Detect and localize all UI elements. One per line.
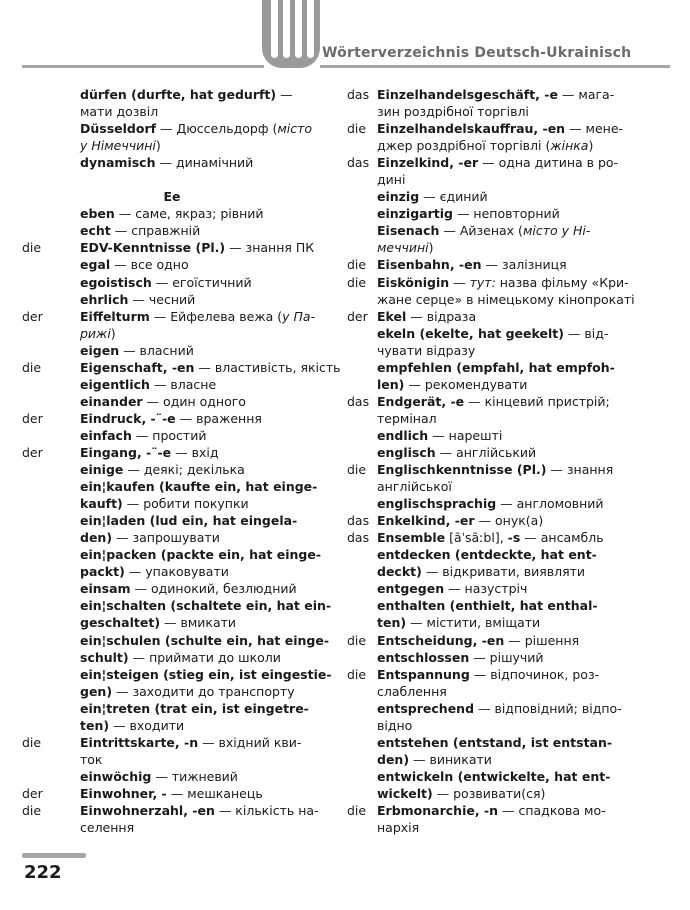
right-column <box>347 86 647 836</box>
dictionary-line <box>22 291 322 308</box>
headword: entschlossen <box>377 649 470 665</box>
headword: eben <box>80 206 115 222</box>
dictionary-line <box>347 461 647 478</box>
dictionary-line <box>22 580 322 597</box>
translation: — входити <box>109 717 185 733</box>
translation: — мешканець <box>166 785 263 801</box>
headword: Einzelkind, -er <box>377 155 479 171</box>
translation: — неповторний <box>452 206 560 222</box>
translation: — англійський <box>435 444 537 460</box>
translation: — відкривати, виявляти <box>421 564 586 580</box>
translation: — власний <box>119 342 194 358</box>
dictionary-line <box>347 785 647 802</box>
dictionary-line <box>347 239 647 256</box>
dictionary-line <box>22 461 322 478</box>
italic-note: рижі <box>80 325 111 341</box>
dictionary-line <box>22 154 322 171</box>
translation: — кількість на- <box>214 802 319 818</box>
translation: — один одного <box>142 393 246 409</box>
translation: зин роздрібної торгівлі <box>377 104 529 120</box>
dictionary-line <box>347 768 647 785</box>
dictionary-line <box>347 478 647 495</box>
dictionary-line <box>22 222 322 239</box>
translation: — мага- <box>557 87 615 102</box>
italic-note: жінка <box>550 138 589 154</box>
translation: — все одно <box>110 257 189 273</box>
dictionary-line <box>347 444 647 461</box>
headword: Einwohner, - <box>80 785 167 801</box>
dictionary-line <box>347 717 647 734</box>
dictionary-line <box>22 597 332 614</box>
translation: — <box>449 274 470 290</box>
dictionary-line <box>22 256 322 273</box>
headword: egoistisch <box>80 274 152 290</box>
translation: — властивість, якість <box>194 359 341 375</box>
translation: ) <box>428 240 434 256</box>
italic-note: меччині <box>377 240 429 256</box>
dictionary-line <box>22 239 322 256</box>
translation: — назустріч <box>444 581 528 597</box>
translation: назва фільму «Кри- <box>495 274 629 290</box>
dictionary-line <box>22 802 322 819</box>
headword: Einwohnerzahl, -en <box>80 802 215 818</box>
translation: — власне <box>149 376 217 392</box>
headword: Ensemble <box>377 530 446 546</box>
dictionary-line <box>22 734 322 751</box>
dictionary-line <box>347 222 647 239</box>
dictionary-line <box>347 205 647 222</box>
translation: мати дозвіл <box>80 104 159 120</box>
headword: einzig <box>377 189 420 205</box>
headword: entsprechend <box>377 700 475 716</box>
headword: Eingang, -¨-e <box>80 444 172 460</box>
translation: — відповідний; відпо- <box>474 700 622 716</box>
dictionary-line <box>347 529 647 546</box>
headword: entgegen <box>377 581 445 597</box>
headword: Eiffelturm <box>80 308 150 324</box>
headword: ein¦schulen (schulte ein, hat einge- <box>80 632 330 648</box>
dictionary-line <box>22 495 322 512</box>
translation: — виникати <box>409 751 492 767</box>
headword: EDV-Kenntnisse (Pl.) <box>80 240 226 256</box>
headword: einsam <box>80 581 131 597</box>
translation: термінал <box>377 410 437 426</box>
translation: — англомовний <box>496 496 604 512</box>
article: das <box>347 87 370 102</box>
headword: enthalten (enthielt, hat enthal- <box>377 598 598 614</box>
article: die <box>347 666 367 682</box>
dictionary-line <box>347 393 647 410</box>
translation: — вхідний кви- <box>198 734 302 750</box>
dictionary-line <box>347 649 647 666</box>
dictionary-line <box>347 512 647 529</box>
headword: eigentlich <box>80 376 150 392</box>
headword: endlich <box>377 427 429 443</box>
dictionary-line <box>347 580 647 597</box>
dictionary-line <box>347 700 647 717</box>
translation: — динамічний <box>155 155 254 171</box>
italic-note: у Па- <box>282 308 316 324</box>
article: die <box>347 274 367 290</box>
article: die <box>347 121 367 137</box>
translation: селення <box>80 820 135 836</box>
dictionary-line <box>22 359 341 376</box>
headword: empfehlen (empfahl, hat empfoh- <box>377 359 615 375</box>
dictionary-line <box>22 700 322 717</box>
translation: — Айзенах ( <box>439 223 523 239</box>
headword: Englischkenntnisse (Pl.) <box>377 462 547 478</box>
headword: einfach <box>80 427 132 443</box>
dictionary-line <box>22 478 322 495</box>
translation: — враження <box>175 410 262 426</box>
left-column <box>22 86 341 836</box>
translation: — робити покупки <box>122 496 249 512</box>
article: der <box>22 308 43 324</box>
dictionary-line <box>22 137 322 154</box>
dictionary-line <box>22 120 322 137</box>
translation: — заходити до транспорту <box>112 683 295 699</box>
dictionary-line <box>22 632 330 649</box>
headword: Entspannung <box>377 666 470 682</box>
translation: — відпочинок, роз- <box>469 666 600 682</box>
headword: Düsseldorf <box>80 121 157 137</box>
dictionary-line <box>22 512 322 529</box>
headword: egal <box>80 257 111 273</box>
article: die <box>347 802 367 818</box>
dictionary-line <box>347 563 647 580</box>
translation: — справжній <box>110 223 201 239</box>
translation: — спадкова мо- <box>498 802 606 818</box>
translation: ) <box>155 138 161 154</box>
headword: entwickeln (entwickelte, hat ent- <box>377 768 611 784</box>
dictionary-line <box>347 188 647 205</box>
translation: — відраза <box>406 308 477 324</box>
translation: — рішення <box>504 632 580 648</box>
dictionary-line <box>347 86 647 103</box>
dictionary-line <box>347 274 647 291</box>
headword: Eigenschaft, -en <box>80 359 195 375</box>
dictionary-line <box>22 410 322 427</box>
article: der <box>22 444 43 460</box>
headword: Entscheidung, -en <box>377 632 505 648</box>
dictionary-line <box>22 393 322 410</box>
dictionary-line <box>347 666 647 683</box>
headword: entstehen (entstand, ist entstan- <box>377 734 613 750</box>
header-rule-right <box>320 65 670 68</box>
translation: — упаковувати <box>124 564 229 580</box>
headword: ten) <box>80 717 110 733</box>
translation: — егоїстичний <box>151 274 252 290</box>
translation: — розвивати(ся) <box>432 785 546 801</box>
dictionary-line <box>22 819 322 836</box>
translation: — Дюссельдорф ( <box>156 121 278 137</box>
headword: ein¦schalten (schaltete ein, hat ein- <box>80 598 332 614</box>
headword: englisch <box>377 444 436 460</box>
italic-note: місто у Ні- <box>522 223 591 239</box>
translation: — єдиний <box>419 189 488 205</box>
dictionary-line <box>347 120 647 137</box>
headword: ein¦treten (trat ein, ist eingetre- <box>80 700 309 716</box>
dictionary-line <box>347 137 647 154</box>
dictionary-line <box>347 802 647 819</box>
page-number: 222 <box>24 862 62 883</box>
translation: — рішучий <box>469 649 544 665</box>
headword: ein¦kaufen (kaufte ein, hat einge- <box>80 479 318 495</box>
headword: geschaltet) <box>80 615 161 631</box>
italic-note: у Німеччині <box>80 138 156 154</box>
article: das <box>347 513 370 529</box>
translation: — простий <box>131 427 207 443</box>
article: das <box>347 530 370 546</box>
dictionary-line <box>347 427 647 444</box>
translation: — Ейфелева вежа ( <box>149 308 283 324</box>
dictionary-line <box>22 683 322 700</box>
headword: echt <box>80 223 111 239</box>
header-rule-left <box>22 65 264 68</box>
headword: Enkelkind, -er <box>377 513 475 529</box>
dictionary-line <box>22 376 322 393</box>
translation: — містити, вміщати <box>406 615 541 631</box>
article: die <box>22 802 42 818</box>
headword: den) <box>80 530 113 546</box>
headword-suffix: -s <box>507 530 521 546</box>
translation: [ãˈsãːbl], <box>445 530 508 546</box>
headword: ehrlich <box>80 291 129 307</box>
article: die <box>22 359 42 375</box>
headword: entdecken (entdeckte, hat ent- <box>377 547 597 563</box>
translation: відно <box>377 717 413 733</box>
translation: ) <box>588 138 594 154</box>
dictionary-line <box>22 427 322 444</box>
dictionary-line <box>22 325 322 342</box>
headword: packt) <box>80 564 125 580</box>
headword: gen) <box>80 683 113 699</box>
article: die <box>347 257 367 273</box>
dictionary-line <box>347 597 647 614</box>
headword: ein¦steigen (stieg ein, ist eingestie- <box>80 666 332 682</box>
headword: einige <box>80 462 124 478</box>
header-title: Wörterverzeichnis Deutsch-Ukrainisch <box>322 45 632 61</box>
dictionary-line <box>347 410 647 427</box>
article: die <box>347 462 367 478</box>
dictionary-line <box>347 308 647 325</box>
headword: ein¦laden (lud ein, hat eingela- <box>80 513 298 529</box>
dictionary-line <box>347 325 647 342</box>
translation: ток <box>80 751 103 767</box>
headword: Erbmonarchie, -n <box>377 802 499 818</box>
dictionary-line <box>22 86 322 103</box>
dictionary-line <box>347 154 647 171</box>
headword: deckt) <box>377 564 422 580</box>
headword: dürfen (durfte, hat gedurft) <box>80 87 277 102</box>
headword: wickelt) <box>377 785 433 801</box>
headword: ein¦packen (packte ein, hat einge- <box>80 547 322 563</box>
translation: ) <box>110 325 116 341</box>
translation: — вмикати <box>160 615 237 631</box>
translation: — онук(а) <box>474 513 544 529</box>
dictionary-line <box>22 649 322 666</box>
headword: einander <box>80 393 143 409</box>
headword: Eisenbahn, -en <box>377 257 482 273</box>
dictionary-line <box>347 359 647 376</box>
dictionary-line <box>22 171 322 188</box>
dictionary-line <box>22 308 322 325</box>
dictionary-line <box>347 614 647 631</box>
headword: englischsprachig <box>377 496 497 512</box>
translation: — саме, якраз; рівний <box>114 206 264 222</box>
dictionary-line <box>22 563 322 580</box>
dictionary-line <box>347 819 647 836</box>
dictionary-line <box>347 734 647 751</box>
dictionary-line <box>347 632 647 649</box>
translation: чувати відразу <box>377 342 476 358</box>
translation: нархія <box>377 820 420 836</box>
translation: — залізниця <box>481 257 567 273</box>
headword: len) <box>377 376 405 392</box>
headword: schult) <box>80 649 129 665</box>
translation: — чесний <box>128 291 196 307</box>
article: die <box>22 734 42 750</box>
translation: слаблення <box>377 683 447 699</box>
headword: einzigartig <box>377 206 453 222</box>
headword: Eiskönigin <box>377 274 450 290</box>
italic-note: місто <box>277 121 313 137</box>
dictionary-line <box>22 768 322 785</box>
dictionary-line <box>22 342 322 359</box>
dictionary-line <box>22 529 322 546</box>
dictionary-line <box>22 103 322 120</box>
translation: — кінцевий пристрій; <box>464 393 610 409</box>
headword: Ekel <box>377 308 407 324</box>
italic-note: тут: <box>469 274 496 290</box>
dictionary-line <box>22 546 322 563</box>
dictionary-line <box>22 274 322 291</box>
dictionary-line <box>347 291 647 308</box>
translation: — вхід <box>171 444 219 460</box>
headword: einwöchig <box>80 768 152 784</box>
translation: — ансамбль <box>520 530 604 546</box>
footer-rule <box>22 853 86 858</box>
translation: — приймати до школи <box>128 649 281 665</box>
article: die <box>347 632 367 648</box>
dictionary-line <box>22 614 322 631</box>
article: das <box>347 155 370 171</box>
dictionary-line <box>347 342 647 359</box>
headword: ten) <box>377 615 407 631</box>
translation: англійської <box>377 479 452 495</box>
article: der <box>22 410 43 426</box>
translation: — мене- <box>565 121 624 137</box>
translation: жане серце» в німецькому кінопрокаті <box>377 291 635 307</box>
translation: — знання <box>546 462 614 478</box>
dictionary-line <box>347 683 647 700</box>
dictionary-line <box>347 751 647 768</box>
article: der <box>22 785 43 801</box>
translation: — рекомендувати <box>404 376 528 392</box>
dictionary-line <box>347 495 647 512</box>
dictionary-line <box>347 376 647 393</box>
dictionary-line <box>22 205 322 222</box>
headword: Einzelhandelskauffrau, -en <box>377 121 566 137</box>
translation: — тижневий <box>151 768 238 784</box>
translation: — одна дитина в ро- <box>478 155 619 171</box>
article: die <box>22 240 42 256</box>
translation: — знання ПК <box>225 240 315 256</box>
headword: Eisenach <box>377 223 440 239</box>
headword: ekeln (ekelte, hat geekelt) <box>377 325 564 341</box>
dictionary-line <box>22 717 322 734</box>
dictionary-line <box>22 444 322 461</box>
translation: — від- <box>563 325 609 341</box>
translation: — <box>276 87 293 102</box>
article: das <box>347 393 370 409</box>
translation: — одинокий, безлюдний <box>130 581 297 597</box>
headword: Einzelhandelsgeschäft, -e <box>377 87 558 102</box>
headword: dynamisch <box>80 155 156 171</box>
translation: джер роздрібної торгівлі ( <box>377 138 551 154</box>
article: der <box>347 308 368 324</box>
translation: дині <box>377 172 406 188</box>
headword: Eindruck, -¨-e <box>80 410 176 426</box>
headword: eigen <box>80 342 120 358</box>
dictionary-line <box>347 546 647 563</box>
dictionary-line <box>22 751 322 768</box>
headword: Endgerät, -e <box>377 393 465 409</box>
dictionary-line <box>347 103 647 120</box>
translation: — нарешті <box>428 427 503 443</box>
translation: — деякі; декілька <box>123 462 245 478</box>
headword: den) <box>377 751 410 767</box>
headword: Eintrittskarte, -n <box>80 734 199 750</box>
section-letter: Ee <box>163 189 181 205</box>
dictionary-line <box>22 785 322 802</box>
dictionary-line <box>347 256 647 273</box>
translation: — запрошувати <box>112 530 220 546</box>
headword: kauft) <box>80 496 123 512</box>
dictionary-line <box>347 171 647 188</box>
dictionary-line <box>22 666 332 683</box>
